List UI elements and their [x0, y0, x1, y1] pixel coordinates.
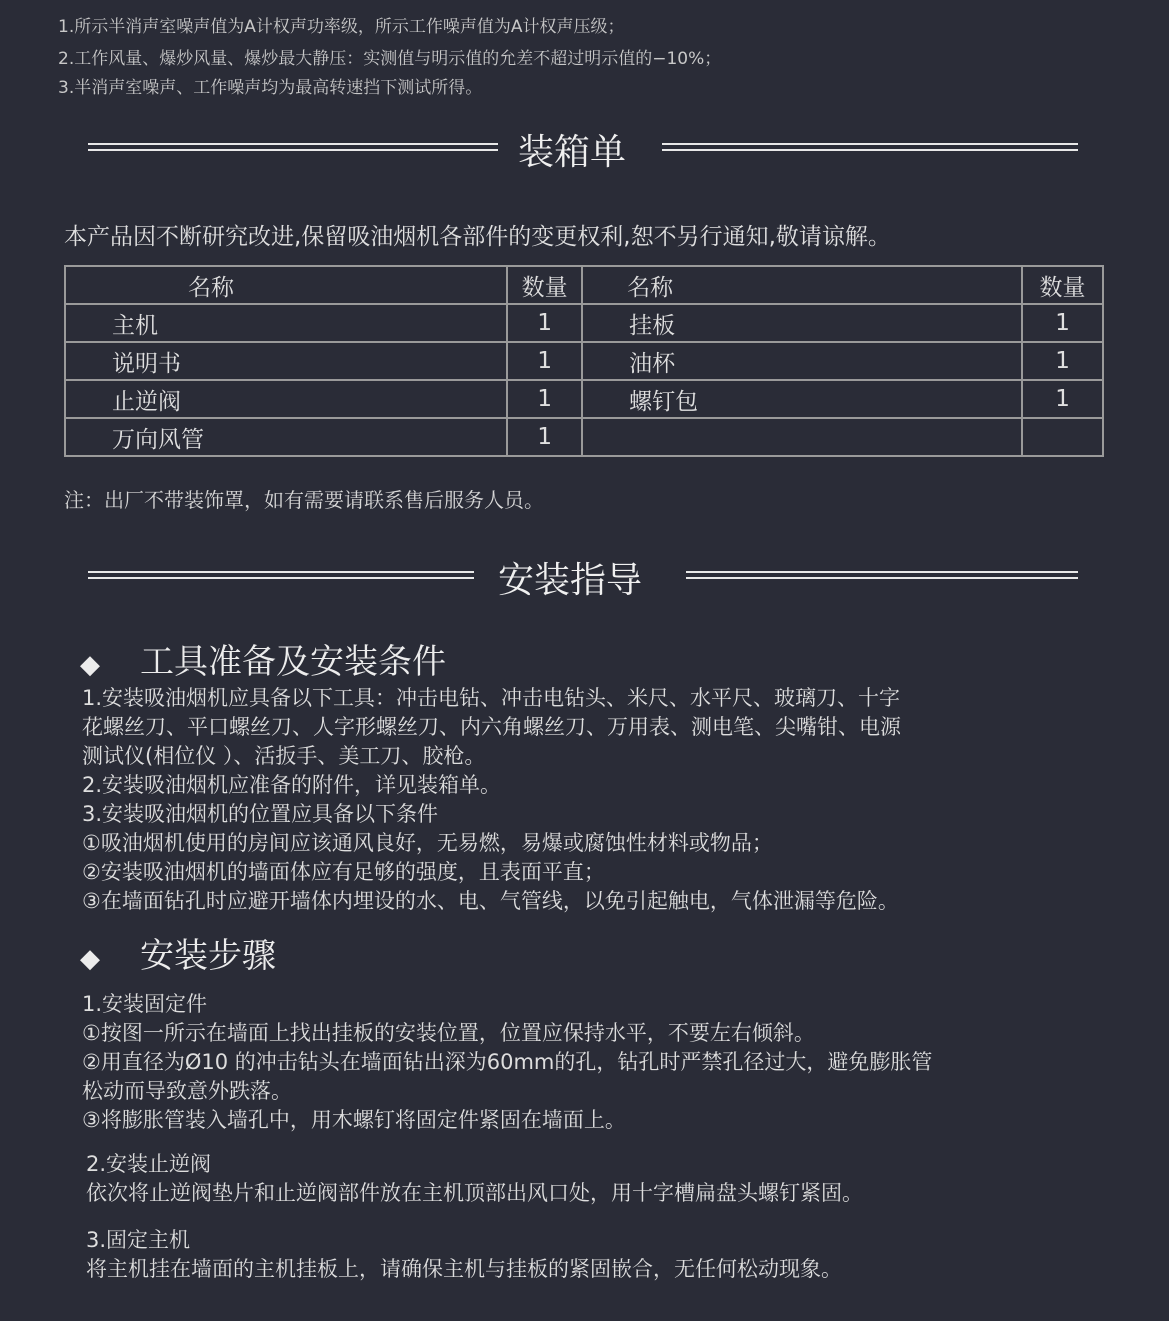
note-line: 2.工作风量、爆炒风量、爆炒最大静压：实测值与明示值的允差不超过明示值的−10%；: [58, 49, 722, 69]
item-name: 主机: [65, 304, 507, 342]
text-line: ①吸油烟机使用的房间应该通风良好，无易燃，易爆或腐蚀性材料或物品；: [82, 831, 773, 855]
text-line: 1.安装吸油烟机应具备以下工具：冲击电钻、冲击电钻头、米尺、水平尺、玻璃刀、十字: [82, 686, 901, 710]
table-row: [65, 342, 1103, 380]
header-name: 名称: [582, 266, 1022, 304]
item-qty: 1: [1022, 304, 1103, 342]
table-row: [65, 380, 1103, 418]
table-header: [65, 266, 1103, 304]
step-2: [86, 1150, 863, 1208]
item-name: 油杯: [582, 342, 1022, 380]
diamond-icon: ◆: [80, 650, 100, 680]
item-qty: 1: [507, 342, 582, 380]
header-qty: 数量: [1022, 266, 1103, 304]
item-name: [582, 418, 1022, 456]
item-name: 万向风管: [65, 418, 507, 456]
section-body: [82, 684, 901, 916]
text-line: 将主机挂在墙面的主机挂板上，请确保主机与挂板的紧固嵌合，无任何松动现象。: [86, 1257, 842, 1281]
divider: [686, 571, 1078, 579]
packing-footnote: 注：出厂不带装饰罩，如有需要请联系售后服务人员。: [64, 488, 544, 512]
step-1: [82, 990, 932, 1135]
divider: [662, 143, 1078, 151]
text-line: ②安装吸油烟机的墙面体应有足够的强度，且表面平直；: [82, 860, 605, 884]
text-line: 依次将止逆阀垫片和止逆阀部件放在主机顶部出风口处，用十字槽扁盘头螺钉紧固。: [86, 1181, 863, 1205]
text-line: 2.安装止逆阀: [86, 1152, 212, 1176]
text-line: ①按图一所示在墙面上找出挂板的安装位置，位置应保持水平，不要左右倾斜。: [82, 1021, 815, 1045]
text-line: 2.安装吸油烟机应准备的附件，详见装箱单。: [82, 773, 502, 797]
text-line: ②用直径为Ø10 的冲击钻头在墙面钻出深为60mm的孔，钻孔时严禁孔径过大，避免膨胀管: [82, 1050, 933, 1074]
install-title: 安装指导: [498, 560, 643, 601]
note-line: 3.半消声室噪声、工作噪声均为最高转速挡下测试所得。: [58, 78, 483, 98]
header-name: 名称: [65, 266, 507, 304]
heading-text: 工具准备及安装条件: [140, 642, 446, 682]
packing-statement: 本产品因不断研究改进,保留吸油烟机各部件的变更权利,恕不另行通知,敬请谅解。: [64, 224, 891, 250]
item-qty: 1: [1022, 342, 1103, 380]
item-name: 螺钉包: [582, 380, 1022, 418]
text-line: 1.安装固定件: [82, 992, 208, 1016]
note-line: 1.所示半消声室噪声值为A计权声功率级，所示工作噪声值为A计权声压级；: [58, 17, 625, 37]
item-qty: 1: [1022, 380, 1103, 418]
table-row: [65, 418, 1103, 456]
divider: [88, 571, 474, 579]
text-line: 花螺丝刀、平口螺丝刀、人字形螺丝刀、内六角螺丝刀、万用表、测电笔、尖嘴钳、电源: [82, 715, 901, 739]
divider: [88, 143, 498, 151]
diamond-icon: ◆: [80, 944, 100, 974]
text-line: 松动而导致意外跌落。: [82, 1079, 292, 1103]
item-qty: 1: [507, 304, 582, 342]
text-line: ③在墙面钻孔时应避开墙体内埋设的水、电、气管线，以免引起触电，气体泄漏等危险。: [82, 889, 899, 913]
table-row: [65, 304, 1103, 342]
item-qty: 1: [507, 380, 582, 418]
packing-table: [64, 265, 1104, 457]
section-heading: [80, 634, 446, 683]
section-heading: [80, 928, 276, 977]
item-name: 止逆阀: [65, 380, 507, 418]
text-line: 3.固定主机: [86, 1228, 191, 1252]
item-name: 说明书: [65, 342, 507, 380]
header-qty: 数量: [507, 266, 582, 304]
item-qty: 1: [507, 418, 582, 456]
heading-text: 安装步骤: [140, 936, 276, 976]
text-line: 测试仪(相位仪 ）、活扳手、美工刀、胶枪。: [82, 744, 486, 768]
item-qty: [1022, 418, 1103, 456]
step-3: [86, 1226, 842, 1284]
text-line: 3.安装吸油烟机的位置应具备以下条件: [82, 802, 439, 826]
packing-title: 装箱单: [518, 132, 627, 173]
text-line: ③将膨胀管装入墙孔中，用木螺钉将固定件紧固在墙面上。: [82, 1108, 626, 1132]
item-name: 挂板: [582, 304, 1022, 342]
